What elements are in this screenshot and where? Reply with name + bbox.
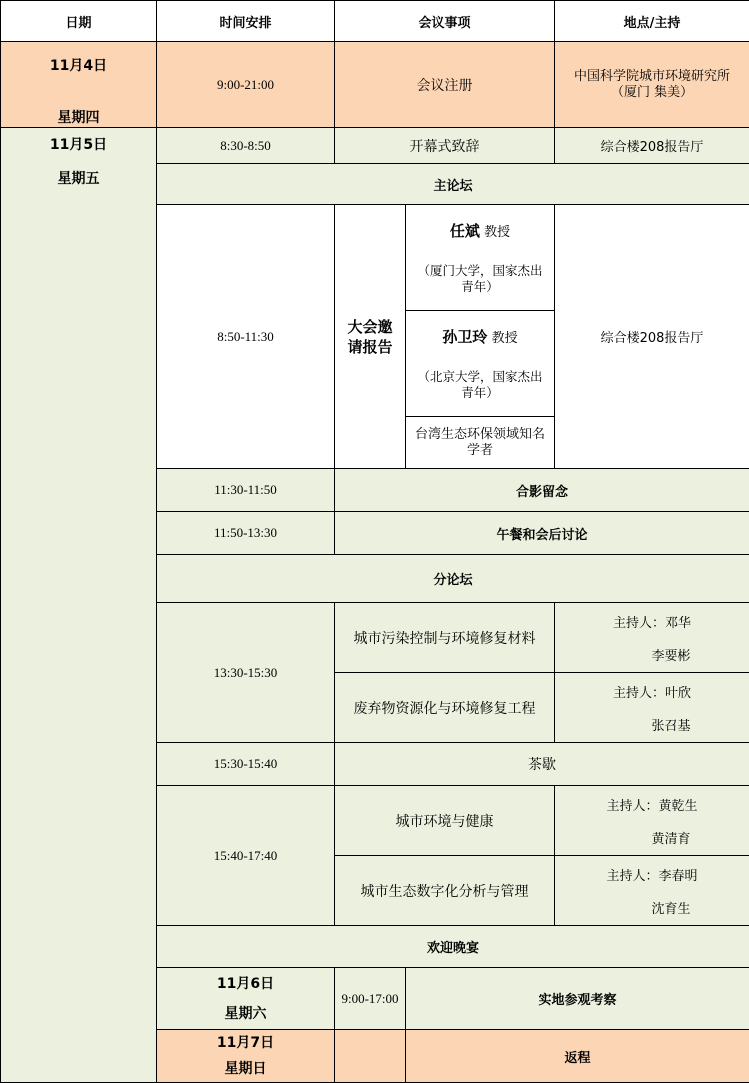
session1-track1-host1: 主持人：邓华 bbox=[613, 612, 691, 631]
speaker-2-title: 教授 bbox=[492, 331, 518, 346]
day4-weekday: 星期日 bbox=[225, 1062, 267, 1076]
speaker-1 bbox=[406, 205, 555, 311]
session2-track2-host1: 主持人：李春明 bbox=[607, 865, 698, 884]
day4-date-cell bbox=[157, 1030, 335, 1083]
day1-item: 会议注册 bbox=[335, 42, 555, 128]
speaker-2-affiliation: （北京大学，国家杰出青年） bbox=[406, 369, 554, 401]
day3-item: 实地参观考察 bbox=[406, 968, 749, 1030]
keynote-time: 8:50-11:30 bbox=[157, 205, 335, 469]
day1-place-line2: （厦门 集美） bbox=[555, 85, 749, 101]
keynote-label-cell bbox=[335, 205, 406, 469]
day4-time bbox=[335, 1030, 406, 1083]
day3-date-cell bbox=[157, 968, 335, 1030]
day3-time: 9:00-17:00 bbox=[335, 968, 406, 1030]
header-place: 地点/主持 bbox=[555, 1, 749, 42]
day1-place bbox=[555, 42, 749, 128]
tea-item: 茶歇 bbox=[335, 743, 749, 786]
session1-track1-hosts bbox=[555, 603, 749, 673]
day4-item: 返程 bbox=[406, 1030, 749, 1083]
session1-track2-host2: 张召基 bbox=[652, 715, 691, 734]
day3-weekday: 星期六 bbox=[225, 1007, 267, 1021]
lunch-item: 午餐和会后讨论 bbox=[335, 512, 749, 555]
speaker-2-name: 孙卫玲 bbox=[442, 328, 487, 346]
session2-track2-hosts bbox=[555, 856, 749, 926]
opening-place: 综合楼208报告厅 bbox=[555, 128, 749, 164]
session2-track1-topic: 城市环境与健康 bbox=[335, 786, 555, 856]
row-day1 bbox=[1, 42, 749, 128]
speaker-1-affiliation: （厦门大学，国家杰出青年） bbox=[406, 263, 554, 295]
day1-date: 11月4日 bbox=[50, 59, 107, 73]
sub-forum-heading: 分论坛 bbox=[157, 555, 749, 603]
day3-date: 11月6日 bbox=[217, 977, 274, 991]
speaker-1-title: 教授 bbox=[484, 225, 510, 240]
photo-item: 合影留念 bbox=[335, 469, 749, 512]
tea-time: 15:30-15:40 bbox=[157, 743, 335, 786]
session2-track2-host2: 沈育生 bbox=[652, 898, 691, 917]
session1-track1-host2: 李要彬 bbox=[652, 645, 691, 664]
opening-time: 8:30-8:50 bbox=[157, 128, 335, 164]
session2-track1-host2: 黄清育 bbox=[652, 828, 691, 847]
session2-track2-topic: 城市生态数字化分析与管理 bbox=[335, 856, 555, 926]
session2-track1-hosts bbox=[555, 786, 749, 856]
photo-time: 11:30-11:50 bbox=[157, 469, 335, 512]
header-time: 时间安排 bbox=[157, 1, 335, 42]
session1-time: 13:30-15:30 bbox=[157, 603, 335, 743]
keynote-place: 综合楼208报告厅 bbox=[555, 205, 749, 469]
day1-place-line1: 中国科学院城市环境研究所 bbox=[555, 69, 749, 85]
header-item: 会议事项 bbox=[335, 1, 555, 42]
session2-time: 15:40-17:40 bbox=[157, 786, 335, 926]
main-forum-heading: 主论坛 bbox=[157, 164, 749, 205]
day4-date: 11月7日 bbox=[217, 1036, 274, 1050]
session1-track2-host1: 主持人：叶欣 bbox=[613, 682, 691, 701]
speaker-3: 台湾生态环保领域知名学者 bbox=[406, 417, 555, 469]
session1-track2-topic: 废弃物资源化与环境修复工程 bbox=[335, 673, 555, 743]
speaker-1-name: 任斌 bbox=[450, 222, 480, 240]
day2-weekday: 星期五 bbox=[58, 172, 100, 186]
day1-date-cell bbox=[1, 42, 157, 128]
day2-date: 11月5日 bbox=[50, 138, 107, 152]
session1-track1-topic: 城市污染控制与环境修复材料 bbox=[335, 603, 555, 673]
session1-track2-hosts bbox=[555, 673, 749, 743]
opening-item: 开幕式致辞 bbox=[335, 128, 555, 164]
keynote-label: 大会邀请报告 bbox=[335, 317, 405, 357]
session2-track1-host1: 主持人：黄乾生 bbox=[607, 795, 698, 814]
day1-time: 9:00-21:00 bbox=[157, 42, 335, 128]
lunch-time: 11:50-13:30 bbox=[157, 512, 335, 555]
banquet-heading: 欢迎晚宴 bbox=[157, 926, 749, 968]
day1-weekday: 星期四 bbox=[58, 111, 100, 125]
day2-date-cell bbox=[1, 128, 157, 1083]
speaker-2 bbox=[406, 311, 555, 417]
header-date: 日期 bbox=[1, 1, 157, 42]
